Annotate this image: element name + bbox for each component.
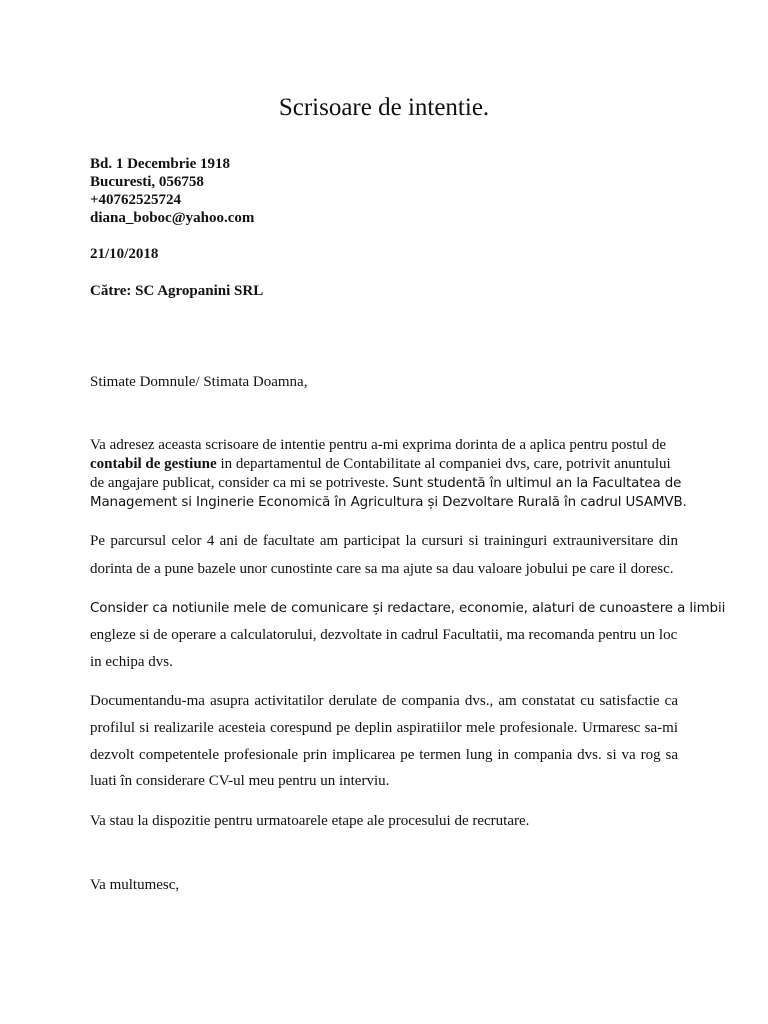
sender-email: diana_boboc@yahoo.com [90, 210, 255, 226]
paragraph-4-line-4: luati în considerare CV-ul meu pentru un interviu. [90, 773, 390, 789]
closing: Va multumesc, [90, 877, 180, 893]
salutation: Stimate Domnule/ Stimata Doamna, [90, 374, 308, 390]
letter-date: 21/10/2018 [90, 246, 159, 262]
paragraph-2-line-2: dorinta de a pune bazele unor cunostinte care sa ma ajute sa dau valoare jobului pe care il doresc. [90, 561, 674, 577]
letter-title: Scrisoare de intentie. [278, 94, 490, 121]
paragraph-3-line-2: engleze si de operare a calculatorului, dezvoltate in cadrul Facultatii, ma recomanda pentru un loc [90, 627, 678, 643]
job-title: contabil de gestiune [90, 456, 217, 472]
paragraph-2-line-1: Pe parcursul celor 4 ani de facultate am participat la cursuri si traininguri extrauniversitare din [90, 533, 678, 549]
paragraph-1-line-2 [90, 455, 671, 473]
paragraph-1-line-2-text: in departamentul de Contabilitate al companiei dvs, care, potrivit anuntului [216, 456, 671, 472]
paragraph-1-line-3-text: de angajare publicat, consider ca mi se potriveste. [90, 475, 393, 491]
paragraph-1-line-1: Va adresez aceasta scrisoare de intentie pentru a-mi exprima dorinta de a aplica pentru postul de [90, 437, 666, 453]
recipient: Către: SC Agropanini SRL [90, 283, 264, 299]
paragraph-5: Va stau la dispozitie pentru urmatoarele etape ale procesului de recrutare. [90, 813, 530, 829]
paragraph-4-line-3: dezvolt competentele profesionale prin implicarea pe termen lung in compania dvs. si va rog sa [90, 747, 678, 763]
paragraph-1-line-3-student: Sunt studentă în ultimul an la Facultatea de [392, 476, 682, 491]
paragraph-3-line-3: in echipa dvs. [90, 654, 173, 670]
sender-phone: +40762525724 [90, 192, 182, 208]
paragraph-4-line-1: Documentandu-ma asupra activitatilor derulate de compania dvs., am constatat cu satisfactie ca [90, 693, 678, 709]
sender-city: Bucuresti, 056758 [90, 174, 204, 190]
paragraph-1-line-3 [90, 474, 681, 493]
sender-street: Bd. 1 Decembrie 1918 [90, 156, 230, 172]
paragraph-3-line-1: Consider ca notiunile mele de comunicare și redactare, economie, alaturi de cunoastere a limbii [90, 601, 726, 616]
paragraph-4-line-2: profilul si realizarile acesteia corespund pe deplin aspiratiilor mele profesionale. Urmaresc sa-mi [90, 720, 678, 736]
paragraph-1-line-4: Management si Inginerie Economică în Agricultura și Dezvoltare Rurală în cadrul USAMVB. [90, 495, 687, 510]
